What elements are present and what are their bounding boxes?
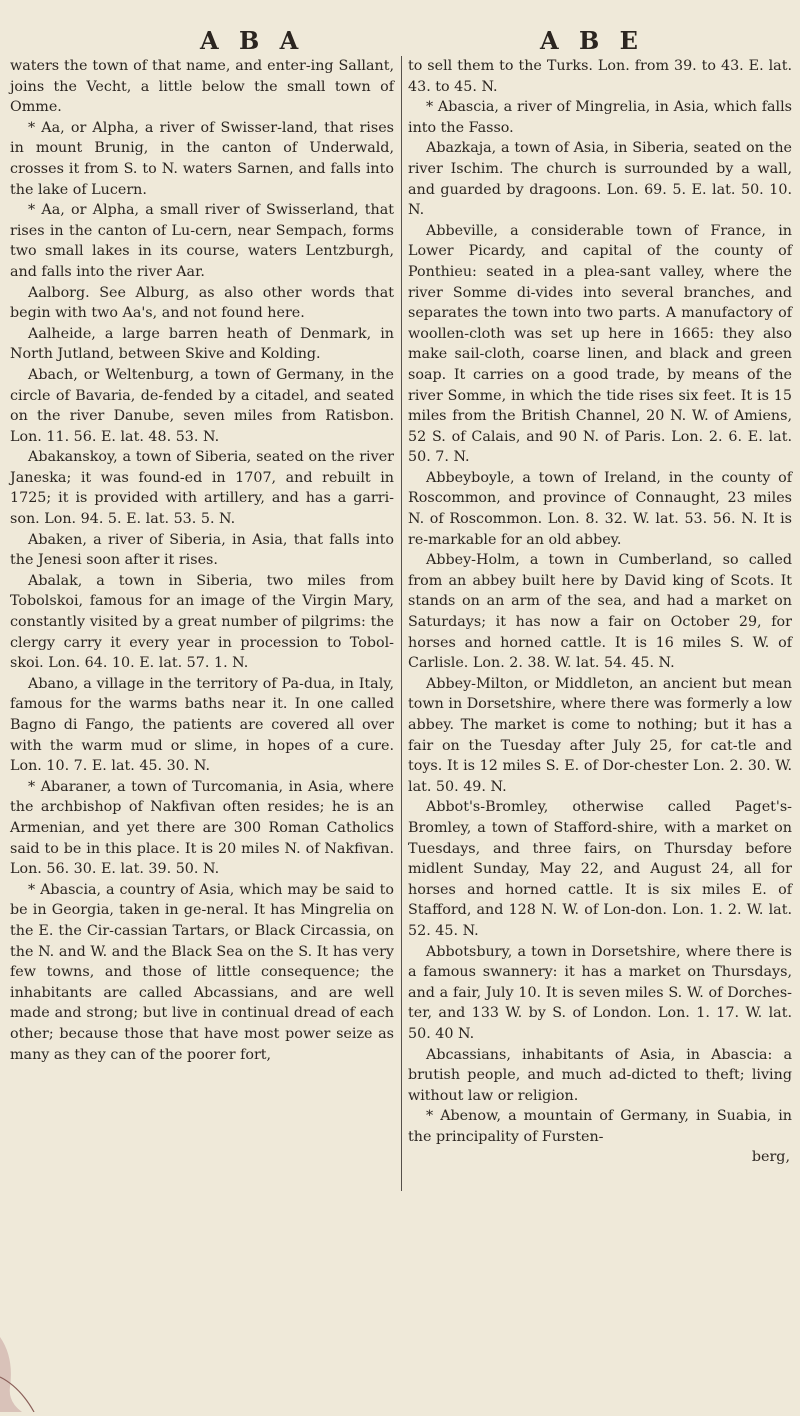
- entry: Aalborg. See Alburg, as also other words that begin with two Aa's, and not found here.: [10, 284, 394, 322]
- right-column: [408, 56, 792, 1168]
- entry: * Abascia, a river of Mingrelia, in Asia, which falls into the Fasso.: [408, 99, 792, 136]
- page-corner-mark: [0, 1317, 40, 1412]
- entry: Abbey-Holm, a town in Cumberland, so called from an abbey built here by David king of Scots. It stands on an arm of the sea, and had a market on Saturdays; it has now a fair on October 29, for horses and horned cattle. It is 16 miles S. W. of Carlisle. Lon. 2. 38. W. lat. 54. 45. N.: [408, 552, 792, 672]
- entry: * Abaraner, a town of Turcomania, in Asia, where the archbishop of Nakfivan often resides; he is an Armenian, and yet there are 300 Roman Catholics said to be in this place. It is 20 miles N. of Nakfivan. Lon. 56. 30. E. lat. 39. 50. N.: [10, 778, 394, 878]
- entry: Aalheide, a large barren heath of Denmark, in North Jutland, between Skive and Kolding.: [10, 325, 394, 363]
- running-head-right: A B E: [540, 26, 644, 55]
- left-column: [10, 56, 394, 1065]
- catchword: berg,: [751, 1149, 790, 1166]
- entry: Abbey-Milton, or Middleton, an ancient but mean town in Dorsetshire, where there was formerly a low abbey. The market is come to nothing; but it has a fair on the Tuesday after July 25, for cat-tle and toys. It is 12 miles S. E. of Dor-chester Lon. 2. 30. W. lat. 50. 49. N.: [408, 675, 792, 795]
- entry: Abbeville, a considerable town of France, in Lower Picardy, and capital of the county of Ponthieu: seated in a plea-sant valley, where the river Somme di-vides into several branches, and separates the town into two parts. A manufactory of woollen-cloth was set up here in 1665: they also make sail-cloth, coarse linen, and black and green soap. It carries on a good trade, by means of the river Somme, in which the tide rises six feet. It is 15 miles from the British Channel, 20 N. W. of Amiens, 52 S. of Calais, and 90 N. of Paris. Lon. 2. 6. E. lat. 50. 7. N.: [408, 222, 792, 466]
- corner-stain-icon: [0, 1317, 40, 1412]
- entry: Abbotsbury, a town in Dorsetshire, where there is a famous swannery: it has a market on Thursdays, and a fair, July 10. It is seven miles S. W. of Dorches-ter, and 133 W. by S. of London. Lon. 1. 17. W. lat. 50. 40 N.: [408, 943, 792, 1042]
- entry: * Abascia, a country of Asia, which may be said to be in Georgia, taken in ge-neral. It has Mingrelia on the E. the Cir-cassian Tartars, or Black Circassia, on the N. and W. and the Black Sea on the S. It has very few towns, and those of little consequence; the inhabitants are called Abcassians, and are well made and strong; but live in continual dread of each other; because those that have most power seize as many as they can of the poorer fort,: [10, 881, 394, 1063]
- entry: Abakanskoy, a town of Siberia, seated on the river Janeska; it was found-ed in 1707, and rebuilt in 1725; it is provided with artillery, and has a garri-son. Lon. 94. 5. E. lat. 53. 5. N.: [10, 449, 394, 528]
- entry: Abalak, a town in Siberia, two miles from Tobolskoi, famous for an image of the Virgin Mary, constantly visited by a great number of pilgrims: the clergy carry it every year in procession to Tobol-skoi. Lon. 64. 10. E. lat. 57. 1. N.: [10, 572, 394, 672]
- entry: waters the town of that name, and enter-ing Sallant, joins the Vecht, a little below the small town of Omme.: [10, 58, 394, 116]
- entry: * Abenow, a mountain of Germany, in Suabia, in the principality of Fursten-: [408, 1108, 792, 1145]
- entry: Abcassians, inhabitants of Asia, in Abascia: a brutish people, and much ad-dicted to theft; living without law or religion.: [408, 1046, 792, 1104]
- entry: Abano, a village in the territory of Pa-dua, in Italy, famous for the warms baths near it. In one called Bagno di Fango, the patients are covered all over with the warm mud or slime, in hopes of a cure. Lon. 10. 7. E. lat. 45. 30. N.: [10, 675, 394, 775]
- entry: * Aa, or Alpha, a small river of Swisserland, that rises in the canton of Lu-cern, near Sempach, forms two small lakes in its course, waters Lentzburgh, and falls into the river Aar.: [10, 202, 394, 280]
- entry: Abach, or Weltenburg, a town of Germany, in the circle of Bavaria, de-fended by a citadel, and seated on the river Danube, seven miles from Ratisbon. Lon. 11. 56. E. lat. 48. 53. N.: [10, 366, 394, 445]
- entry: Abazkaja, a town of Asia, in Siberia, seated on the river Ischim. The church is surrounded by a wall, and guarded by dragoons. Lon. 69. 5. E. lat. 50. 10. N.: [408, 140, 792, 219]
- entry: Abbeyboyle, a town of Ireland, in the county of Roscommon, and province of Connaught, 23 miles N. of Roscommon. Lon. 8. 32. W. lat. 53. 56. N. It is re-markable for an old abbey.: [408, 469, 792, 548]
- entry: Abbot's-Bromley, otherwise called Paget's-Bromley, a town of Stafford-shire, with a market on Tuesdays, and three fairs, on Thursday before midlent Sunday, May 22, and August 24, all for horses and horned cattle. It is six miles E. of Stafford, and 128 N. W. of Lon-don. Lon. 1. 2. W. lat. 52. 45. N.: [408, 799, 792, 939]
- entry: to sell them to the Turks. Lon. from 39. to 43. E. lat. 43. to 45. N.: [408, 58, 792, 95]
- running-head-left: A B A: [200, 26, 305, 55]
- column-rule: [401, 56, 402, 1191]
- entry: * Aa, or Alpha, a river of Swisser-land, that rises in mount Brunig, in the canton of Underwald, crosses it from S. to N. waters Sarnen, and falls into the lake of Lucern.: [10, 119, 394, 198]
- entry: Abaken, a river of Siberia, in Asia, that falls into the Jenesi soon after it rises.: [10, 531, 394, 569]
